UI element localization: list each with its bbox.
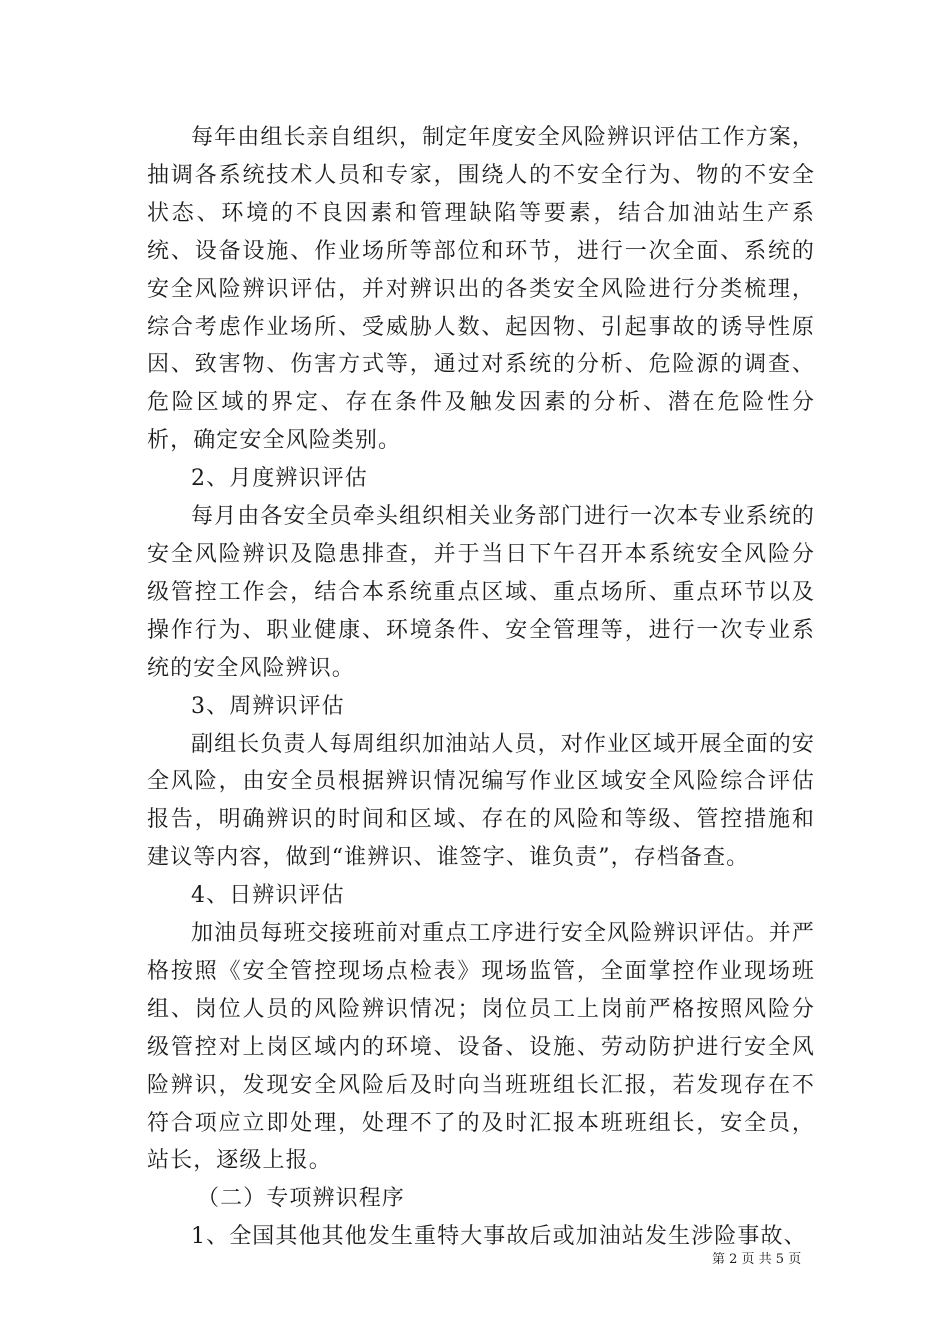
paragraph-daily-assessment: 加油员每班交接班前对重点工序进行安全风险辨识评估。并严格按照《安全管控现场点检表》现场监管，全面掌控作业现场班组、岗位人员的风险辨识情况；岗位员工上岗前严格按照风险分级管控对上岗区域内的环境、设备、设施、劳动防护进行安全风险辨识，发现安全风险后及时向当班班组长汇报，若发现存在不符合项应立即处理，处理不了的及时汇报本班班组长，安全员，站长，逐级上报。 xyxy=(147,921,815,1174)
heading-special-procedure: （二）专项辨识程序 xyxy=(197,1186,405,1212)
document-body xyxy=(147,119,815,1256)
paragraph-weekly-assessment: 副组长负责人每周组织加油站人员，对作业区域开展全面的安全风险，由安全员根据辨识情况编写作业区域安全风险综合评估报告，明确辨识的时间和区域、存在的风险和等级、管控措施和建议等内容，做到“谁辨识、谁签字、谁负责”，存档备查。 xyxy=(147,731,815,871)
paragraph-annual-assessment: 每年由组长亲自组织，制定年度安全风险辨识评估工作方案，抽调各系统技术人员和专家，围绕人的不安全行为、物的不安全状态、环境的不良因素和管理缺陷等要素，结合加油站生产系统、设备设施、作业场所等部位和环节，进行一次全面、系统的安全风险辨识评估，并对辨识出的各类安全风险进行分类梳理，综合考虑作业场所、受威胁人数、起因物、引起事故的诱导性原因、致害物、伤害方式等，通过对系统的分析、危险源的调查、危险区域的界定、存在条件及触发因素的分析、潜在危险性分析，确定安全风险类别。 xyxy=(147,125,815,454)
heading-daily-assessment: 4、日辨识评估 xyxy=(191,883,345,909)
heading-monthly-assessment: 2、月度辨识评估 xyxy=(191,466,368,492)
heading-weekly-assessment: 3、周辨识评估 xyxy=(191,693,345,719)
page-number-footer: 第 2 页 共 5 页 xyxy=(712,1252,802,1267)
paragraph-special-procedure-item-1: 1、全国其他其他发生重特大事故后或加油站发生涉险事故、 xyxy=(191,1224,807,1250)
paragraph-monthly-assessment: 每月由各安全员牵头组织相关业务部门进行一次本专业系统的安全风险辨识及隐患排查，并于当日下午召开本系统安全风险分级管控工作会，结合本系统重点区域、重点场所、重点环节以及操作行为、职业健康、环境条件、安全管理等，进行一次专业系统的安全风险辨识。 xyxy=(147,504,815,681)
